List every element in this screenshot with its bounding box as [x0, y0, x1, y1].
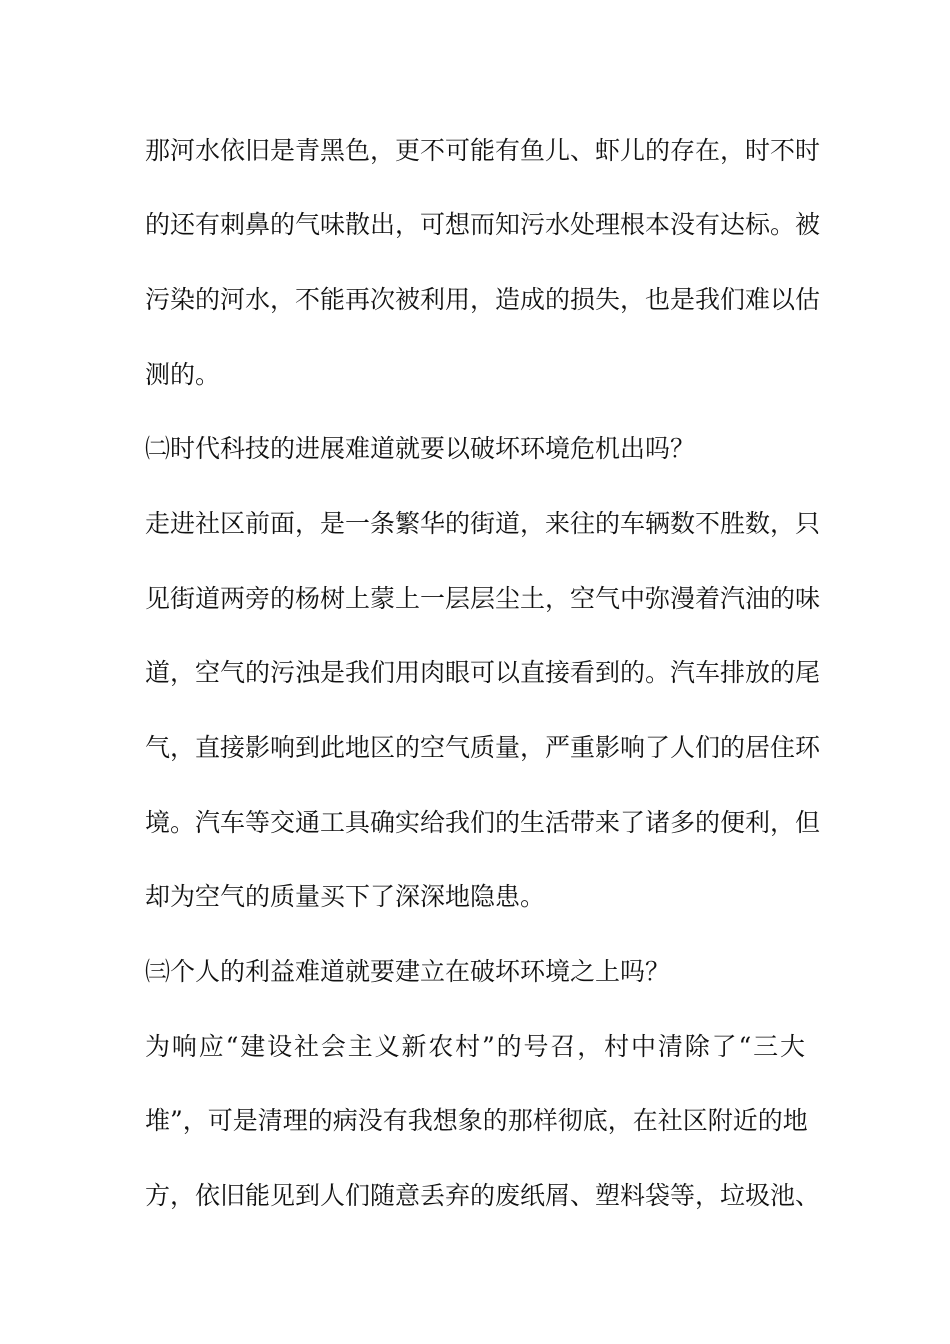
- paragraph-line: 的还有刺鼻的气味散出，可想而知污水处理根本没有达标。被: [145, 210, 821, 239]
- paragraph-line: 却为空气的质量买下了深深地隐患。: [145, 882, 546, 911]
- paragraph-line: 气，直接影响到此地区的空气质量，严重影响了人们的居住环: [145, 733, 821, 762]
- paragraph-line: 道，空气的污浊是我们用肉眼可以直接看到的。汽车排放的尾: [145, 658, 821, 687]
- section-heading: ㈢个人的利益难道就要建立在破坏环境之上吗？: [145, 957, 671, 986]
- paragraph-line: 那河水依旧是青黑色，更不可能有鱼儿、虾儿的存在，时不时: [145, 136, 821, 165]
- paragraph-line: 境。汽车等交通工具确实给我们的生活带来了诸多的便利，但: [145, 808, 821, 837]
- paragraph-line: 方，依旧能见到人们随意丢弃的废纸屑、塑料袋等，垃圾池、: [145, 1181, 821, 1210]
- paragraph-line: 走进社区前面，是一条繁华的街道，来往的车辆数不胜数，只: [145, 509, 821, 538]
- paragraph-line: 测的。: [145, 360, 221, 389]
- section-heading: ㈡时代科技的进展难道就要以破坏环境危机出吗？: [145, 434, 696, 463]
- paragraph-line: 污染的河水，不能再次被利用，造成的损失，也是我们难以估: [145, 285, 821, 314]
- paragraph-line: 见街道两旁的杨树上蒙上一层层尘土，空气中弥漫着汽油的味: [145, 584, 821, 613]
- paragraph-line: 为响应“建设社会主义新农村”的号召，村中清除了“三大: [145, 1032, 805, 1061]
- paragraph-line: 堆”，可是清理的病没有我想象的那样彻底，在社区附近的地: [145, 1106, 808, 1135]
